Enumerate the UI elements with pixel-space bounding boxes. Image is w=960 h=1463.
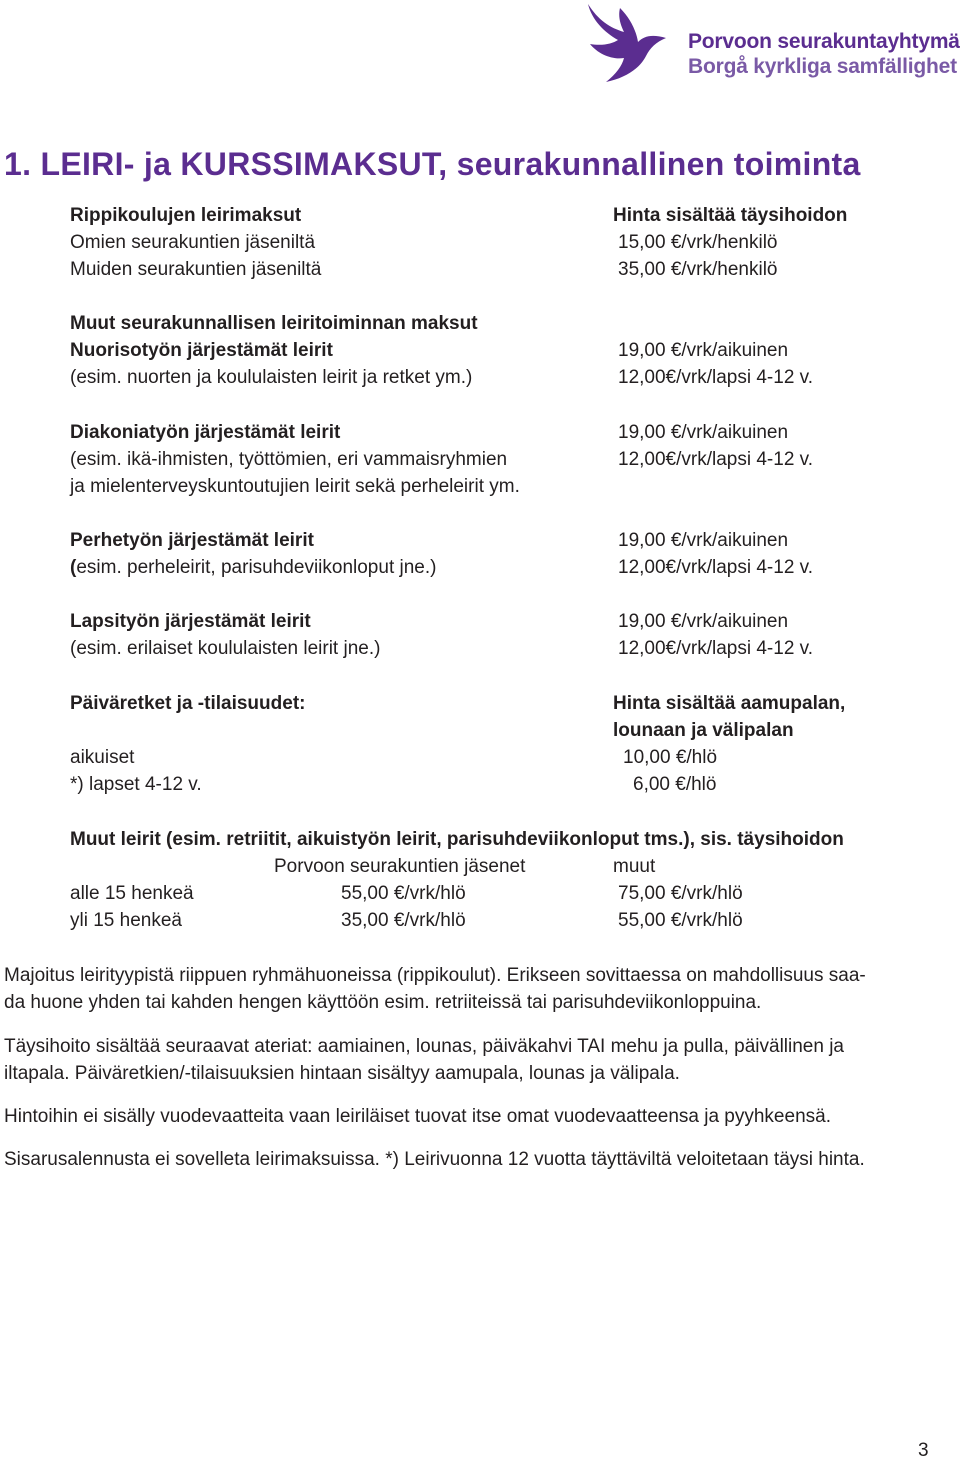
family-price-child: 12,00€/vrk/lapsi 4-12 v. [618,557,814,578]
other-camps-col-members: Porvoon seurakuntien jäsenet [274,856,526,877]
youth-price-adult: 19,00 €/vrk/aikuinen [618,340,789,361]
diaconia-price-adult: 19,00 €/vrk/aikuinen [618,422,789,443]
family-title: Perhetyön järjestämät leirit [70,530,314,551]
diaconia-desc: ja mielenterveyskuntoutujien leirit sekä perheleirit ym. [70,476,520,497]
org-name-finnish: Porvoon seurakuntayhtymä [688,30,960,53]
table-row-label: yli 15 henkeä [70,910,182,931]
table-row-label: alle 15 henkeä [70,883,194,904]
confirmation-row-label: Muiden seurakuntien jäseniltä [70,259,322,280]
diaconia-price-child: 12,00€/vrk/lapsi 4-12 v. [618,449,814,470]
note-fullboard: iltapala. Päiväretkien/-tilaisuuksien hintaan sisältyy aamupala, lounas ja välipala. [4,1063,680,1084]
youth-price-child: 12,00€/vrk/lapsi 4-12 v. [618,367,814,388]
org-name-swedish: Borgå kyrkliga samfällighet [688,55,957,78]
daytrips-kids-price: 6,00 €/hlö [633,774,717,795]
confirmation-heading: Rippikoulujen leirimaksut [70,205,302,226]
family-desc [70,554,436,581]
note-fullboard: Täysihoito sisältää seuraavat ateriat: aamiainen, lounas, päiväkahvi TAI mehu ja pulla, päivällinen ja [4,1036,844,1057]
diaconia-desc: (esim. ikä-ihmisten, työttömien, eri vammaisryhmien [70,449,508,470]
table-row-others: 55,00 €/vrk/hlö [618,910,743,931]
daytrips-title: Päiväretket ja -tilaisuudet: [70,693,306,714]
other-camps-title: Muut leirit (esim. retriitit, aikuistyön leirit, parisuhdeviikonloput tms.), sis. täysihoidon [70,829,844,850]
note-sibling: Sisarusalennusta ei sovelleta leirimaksuissa. *) Leirivuonna 12 vuotta täyttäviltä veloitetaan täysi hinta. [4,1149,865,1170]
children-title: Lapsityön järjestämät leirit [70,611,311,632]
children-price-child: 12,00€/vrk/lapsi 4-12 v. [618,638,814,659]
daytrips-includes: Hinta sisältää aamupalan, [613,693,846,714]
note-linen: Hintoihin ei sisälly vuodevaatteita vaan leiriläiset tuovat itse omat vuodevaatteensa ja pyyhkeensä. [4,1106,831,1127]
youth-title: Nuorisotyön järjestämät leirit [70,340,333,361]
family-desc-text: esim. perheleirit, parisuhdeviikonloput jne.) [76,557,437,578]
table-row-members: 55,00 €/vrk/hlö [341,883,466,904]
other-camps-col-others: muut [613,856,656,877]
family-desc-paren: ( [70,557,77,578]
children-price-adult: 19,00 €/vrk/aikuinen [618,611,789,632]
table-row-members: 35,00 €/vrk/hlö [341,910,466,931]
confirmation-row-label: Omien seurakuntien jäseniltä [70,232,316,253]
confirmation-row-price: 35,00 €/vrk/henkilö [618,259,778,280]
other-heading: Muut seurakunnallisen leiritoiminnan maksut [70,313,478,334]
dove-icon [580,2,672,88]
family-price-adult: 19,00 €/vrk/aikuinen [618,530,789,551]
note-accommodation: da huone yhden tai kahden hengen käyttöön esim. retriiteissä tai parisuhdeviikonloppuina. [4,992,762,1013]
youth-desc: (esim. nuorten ja koululaisten leirit ja retket ym.) [70,367,473,388]
page-number: 3 [918,1440,929,1461]
daytrips-kids-label: *) lapset 4-12 v. [70,774,202,795]
page-title: 1. LEIRI- ja KURSSIMAKSUT, seurakunnallinen toiminta [4,146,861,182]
children-desc: (esim. erilaiset koululaisten leirit jne.) [70,638,381,659]
confirmation-row-price: 15,00 €/vrk/henkilö [618,232,778,253]
diaconia-title: Diakoniatyön järjestämät leirit [70,422,341,443]
confirmation-includes: Hinta sisältää täysihoidon [613,205,848,226]
daytrips-adults-label: aikuiset [70,747,135,768]
note-accommodation: Majoitus leirityypistä riippuen ryhmähuoneissa (rippikoulut). Erikseen sovittaessa on mahdollisuus saa- [4,965,866,986]
daytrips-adults-price: 10,00 €/hlö [623,747,718,768]
daytrips-includes: lounaan ja välipalan [613,720,794,741]
table-row-others: 75,00 €/vrk/hlö [618,883,743,904]
